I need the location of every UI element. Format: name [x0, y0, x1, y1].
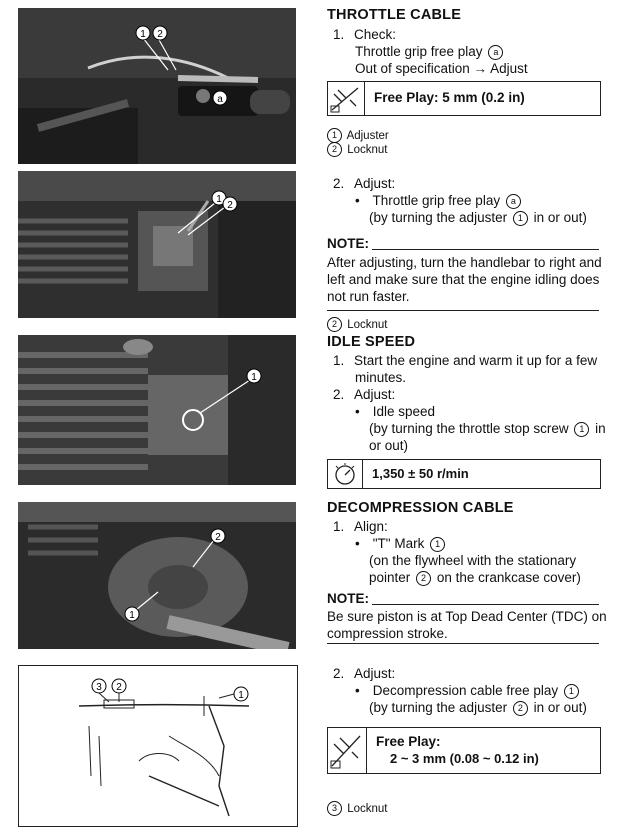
mark-a: a [506, 194, 521, 209]
note-end-rule [327, 310, 599, 311]
spec-label: Free Play: [376, 734, 441, 749]
throttle-section-title: THROTTLE CABLE [327, 7, 462, 23]
throttle-note-heading: NOTE: [327, 236, 369, 251]
idle-step2 [333, 386, 395, 403]
throttle-legend-3 [327, 317, 387, 332]
legend-number: 2 [327, 317, 342, 332]
idle-section-title: IDLE SPEED [327, 334, 416, 350]
diagram-label-2: 2 [116, 682, 122, 693]
how-text: in or out) [533, 700, 587, 715]
photo1-label-2: 2 [157, 29, 163, 40]
legend-number: 1 [327, 128, 342, 143]
throttle-note-body [327, 254, 607, 305]
note-underline [372, 249, 599, 250]
item-text: Throttle grip free play [355, 44, 483, 59]
legend-number: 3 [327, 801, 342, 816]
ref-number: 1 [574, 422, 589, 437]
caliper-icon [328, 82, 365, 115]
idle-step1 [333, 352, 597, 369]
how-text: in or out) [533, 210, 587, 225]
step-label: Adjust: [354, 387, 396, 402]
decomp-align-detail-1: (on the flywheel with the stationary [369, 553, 577, 568]
how-text: in [595, 421, 606, 436]
item-text: Decompression cable free play [372, 683, 559, 698]
decomp-step2 [333, 665, 395, 682]
legend-number: 2 [327, 142, 342, 157]
note-end-rule [327, 643, 599, 644]
idle-step1-cont: minutes. [355, 370, 407, 385]
detail-text: pointer [369, 570, 411, 585]
photo1-label-a: a [217, 94, 223, 105]
step-label: Adjust: [354, 176, 396, 191]
decomp-note-heading: NOTE: [327, 591, 369, 606]
ref-number: 1 [513, 211, 528, 226]
diagram-label-1: 1 [238, 690, 244, 701]
diagram-decompression-cable [18, 665, 298, 827]
step-number: 2. [333, 666, 345, 681]
idle-how-cont: or out) [369, 438, 409, 453]
note-line-1: After adjusting, turn the handlebar to right and [327, 255, 602, 270]
throttle-legend-1 [327, 128, 389, 143]
throttle-adjust-item: • Throttle grip free play a [355, 192, 523, 209]
legend-text: Locknut [347, 319, 388, 331]
throttle-step1 [333, 26, 396, 43]
note-underline [372, 604, 599, 605]
detail-text: on the crankcase cover) [436, 570, 581, 585]
decomp-note-body [327, 608, 607, 642]
note-line-1: Be sure piston is at Top Dead Center (TDC) on [327, 609, 607, 624]
ref-number: 1 [564, 684, 579, 699]
decomp-section-title: DECOMPRESSION CABLE [327, 500, 514, 516]
step-label: Check: [354, 27, 397, 42]
note-line-2: compression stroke. [327, 626, 448, 641]
legend-text: Locknut [347, 803, 388, 815]
ref-number: 1 [430, 537, 445, 552]
photo1-label-1: 1 [140, 29, 146, 40]
decomp-adjust-how [369, 699, 587, 716]
step-text: Start the engine and warm it up for a few [354, 353, 598, 368]
spec-value: 1,350 ± 50 r/min [372, 466, 469, 481]
tachometer-icon [328, 460, 363, 488]
mark-a: a [488, 45, 503, 60]
diagram-label-3: 3 [96, 682, 102, 693]
photo3-label-1: 1 [251, 372, 257, 383]
photo2-label-2: 2 [227, 200, 233, 211]
photo-decompression-t-mark [18, 502, 296, 649]
decomp-step1 [333, 518, 388, 535]
throttle-free-play-spec [327, 81, 601, 116]
throttle-step2 [333, 175, 395, 192]
step-label: Adjust: [354, 666, 396, 681]
decomp-free-play-spec [327, 727, 601, 774]
ref-number: 2 [416, 571, 431, 586]
legend-text: Locknut [347, 144, 388, 156]
photo-throttle-grip [18, 8, 296, 164]
how-text: (by turning the throttle stop screw [369, 421, 569, 436]
throttle-legend-2 [327, 142, 387, 157]
throttle-out-of-spec: Out of specification → Adjust [355, 61, 528, 76]
item-text: Idle speed [372, 404, 436, 419]
decomp-align-detail-2 [369, 569, 581, 586]
step-number: 1. [333, 519, 345, 534]
decomp-legend-3 [327, 801, 387, 816]
step-number: 2. [333, 387, 345, 402]
note-line-3: not run faster. [327, 289, 410, 304]
how-text: (by turning the adjuster [369, 210, 508, 225]
photo4-label-1: 1 [129, 610, 135, 621]
item-text: Throttle grip free play [372, 193, 501, 208]
step-number: 2. [333, 176, 345, 191]
throttle-adjust-how [369, 209, 587, 226]
idle-item: • Idle speed [355, 404, 436, 419]
idle-speed-spec [327, 459, 601, 489]
photo2-label-1: 1 [216, 194, 222, 205]
photo-carburetor-adjuster [18, 171, 296, 318]
spec-value: 2 ~ 3 mm (0.08 ~ 0.12 in) [390, 751, 539, 766]
step-number: 1. [333, 353, 345, 368]
step-number: 1. [333, 27, 345, 42]
caliper-icon [328, 728, 367, 773]
spec-value: Free Play: 5 mm (0.2 in) [374, 90, 525, 105]
photo-throttle-stop-screw [18, 335, 296, 485]
idle-how [369, 420, 606, 437]
step-label: Align: [354, 519, 388, 534]
item-text: "T" Mark [372, 536, 425, 551]
throttle-check-item [355, 43, 505, 60]
legend-text: Adjuster [346, 130, 389, 142]
decomp-adjust-item: • Decompression cable free play 1 [355, 682, 581, 699]
note-line-2: left and make sure that the engine idling does [327, 272, 600, 287]
ref-number: 2 [513, 701, 528, 716]
how-text: (by turning the adjuster [369, 700, 508, 715]
photo4-label-2: 2 [215, 532, 221, 543]
decomp-align-item: • "T" Mark 1 [355, 535, 447, 552]
